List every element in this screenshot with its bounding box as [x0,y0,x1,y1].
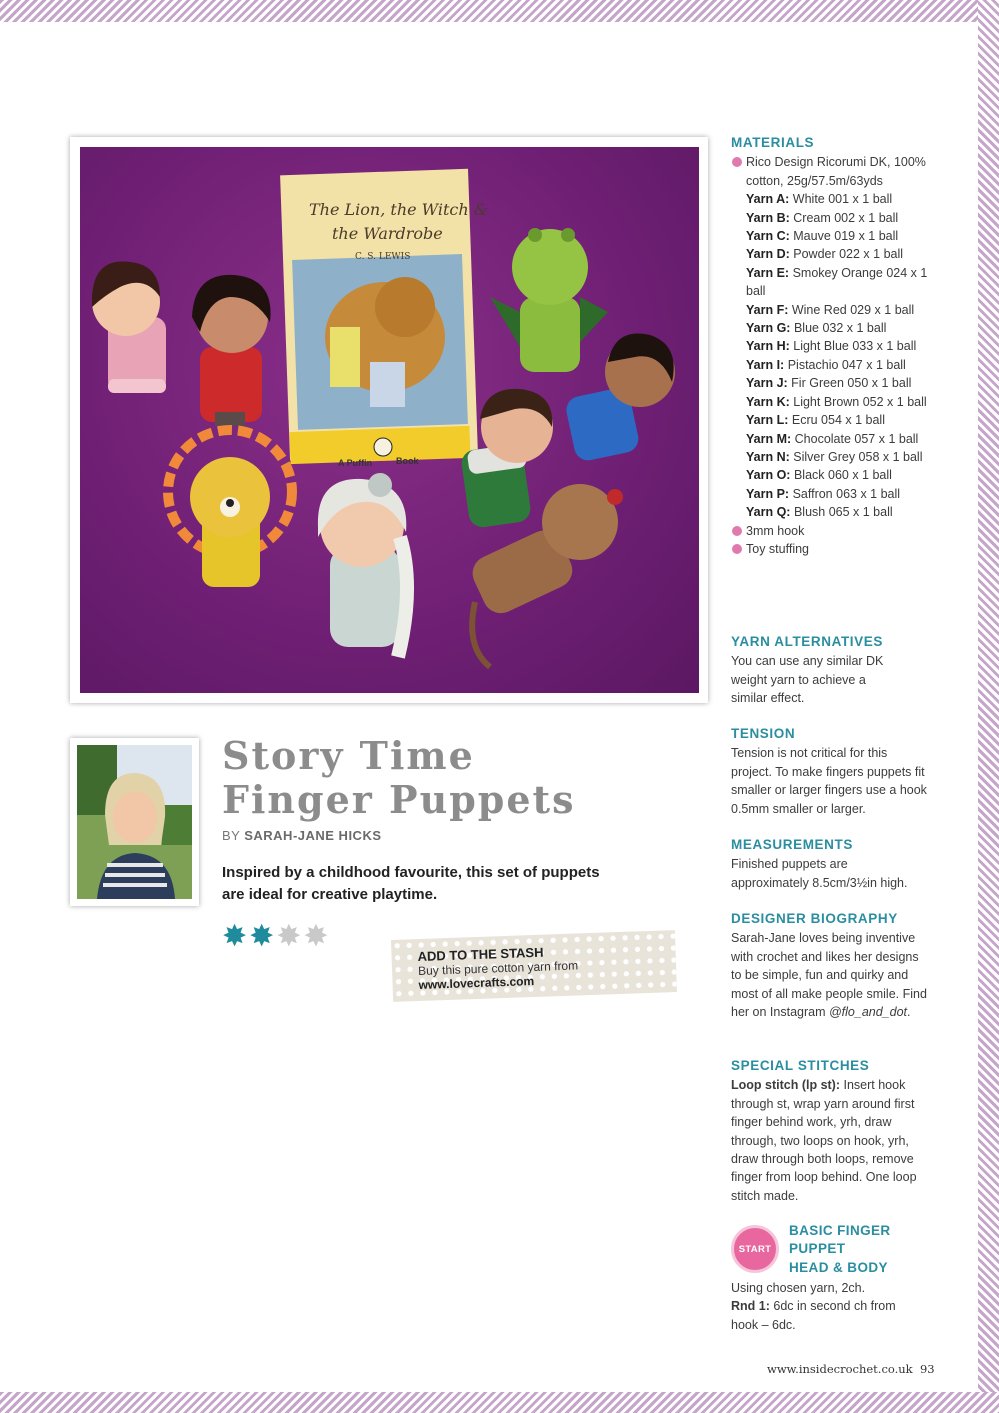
yarn-label: Yarn M: [746,431,792,446]
yarn-item [731,393,941,411]
puppet-lion [168,430,292,587]
book-title-line1: The Lion, the Witch & [309,200,488,219]
puppet-pink-girl [92,261,166,393]
yarn-label: Yarn C: [746,229,790,244]
yarn-item [731,485,941,503]
pattern-heading [789,1222,939,1277]
pattern-round-1 [731,1297,921,1334]
page-number: 93 [919,1362,935,1376]
start-badge: START [731,1225,779,1273]
materials-stuffing: Toy stuffing [731,540,941,558]
designer-biography-heading: DESIGNER BIOGRAPHY [731,911,898,926]
yarn-label: Yarn E: [746,265,790,280]
pattern-instructions [731,1279,941,1334]
yarn-label: Yarn G: [746,321,791,336]
yarn-description: Smokey Orange 024 x 1 ball [746,265,928,299]
special-stitches-text [731,1076,921,1205]
pattern-heading-line-2: PUPPET [789,1241,846,1257]
page-border-bottom [0,1392,999,1413]
loop-stitch-description: Insert hook through st, wrap yarn around first finger behind work, yrh, draw through, two loops on hook, yrh, draw through both loops, remove finger from loop behind. One loop stitch made. [731,1078,917,1203]
yarn-item [731,301,941,319]
puppet-red-girl [192,275,271,426]
yarn-label: Yarn P: [746,486,790,501]
yarn-label: Yarn Q: [746,505,791,520]
measurements-section [731,836,941,892]
round-label: Rnd 1: [731,1299,770,1314]
yarn-description: Pistachio 047 x 1 ball [787,357,906,372]
puppets-illustration [80,147,699,693]
yarn-item [731,319,941,337]
yarn-label: Yarn A: [746,192,790,207]
instagram-handle[interactable]: @flo_and_dot [828,1005,908,1020]
yarn-item [731,209,941,227]
yarn-description: Black 060 x 1 ball [793,468,892,483]
star-icon: ✸ [303,920,329,953]
yarn-description: Chocolate 057 x 1 ball [794,431,919,446]
yarn-item [731,337,941,355]
page-footer [767,1362,935,1376]
star-icon: ✸ [276,920,302,953]
yarn-alternatives-heading: YARN ALTERNATIVES [731,634,883,649]
pattern-heading-line-3: HEAD & BODY [789,1259,888,1275]
yarn-label: Yarn J: [746,376,788,391]
yarn-description: Light Brown 052 x 1 ball [793,394,927,409]
yarn-item [731,190,941,208]
footer-site[interactable]: www.insidecrochet.co.uk [767,1362,913,1376]
yarn-description: Blue 032 x 1 ball [793,321,887,336]
puppets-photo [80,147,699,693]
tape-text: Buy this pure cotton yarn from [417,958,579,979]
yarn-item [731,411,941,429]
yarn-label: Yarn L: [746,413,789,428]
page-border-top [0,0,999,22]
special-stitches-section [731,1057,941,1205]
book [280,169,488,468]
designer-portrait [77,745,192,899]
designer-biography-text [731,929,931,1021]
star-icon: ✸ [222,920,248,953]
yarn-description: Light Blue 033 x 1 ball [793,339,917,354]
add-to-stash-tape [391,930,677,1002]
materials-heading: MATERIALS [731,135,815,150]
yarn-description: White 001 x 1 ball [792,192,893,207]
materials-yarn-intro: Rico Design Ricorumi DK, 100% cotton, 25g/57.5m/63yds [731,153,941,190]
puppet-white-witch [318,473,407,657]
round-text: 6dc in second ch from hook – 6dc. [731,1299,896,1332]
tension-section [731,725,941,818]
yarn-item [731,448,941,466]
yarn-item [731,430,941,448]
designer-photo [77,745,192,899]
difficulty-rating [222,922,329,952]
pattern-line-1: Using chosen yarn, 2ch. [731,1281,866,1295]
yarn-label: Yarn N: [746,449,790,464]
yarn-label: Yarn B: [746,210,790,225]
yarn-description: Mauve 019 x 1 ball [793,229,899,244]
book-badge-left: A Puffin [338,458,373,468]
star-icon: ✸ [249,920,275,953]
magazine-page [0,22,978,1392]
designer-photo-frame [70,738,199,906]
yarn-label: Yarn F: [746,302,789,317]
materials-section [731,134,941,558]
loop-stitch-term: Loop stitch (lp st): [731,1078,841,1093]
byline [222,828,382,843]
tape-link[interactable]: www.lovecrafts.com [418,974,535,993]
byline-prefix: BY [222,828,245,843]
yarn-item [731,466,941,484]
tension-text: Tension is not critical for this project. To make fingers puppets fit smaller or larger fingers use a hook 0.5mm smaller or larger. [731,746,927,816]
yarn-label: Yarn D: [746,247,790,262]
tension-heading: TENSION [731,726,796,741]
yarn-description: Silver Grey 058 x 1 ball [793,449,923,464]
intro-text: Inspired by a childhood favourite, this set of puppets are ideal for creative playtime. [222,864,600,903]
yarn-description: Blush 065 x 1 ball [793,505,893,520]
materials-hook: 3mm hook [731,522,941,540]
book-author: C. S. LEWIS [355,252,411,262]
book-title-line2: the Wardrobe [332,224,443,243]
yarn-item [731,245,941,263]
book-badge-right: Book [396,456,419,466]
puppet-blue-boy [564,334,675,463]
yarn-description: Saffron 063 x 1 ball [792,486,901,501]
yarn-description: Cream 002 x 1 ball [793,210,899,225]
tape-title: ADD TO THE STASH [417,944,544,965]
yarn-item [731,374,941,392]
yarn-list [731,190,941,521]
bio-end: . [907,1005,911,1020]
yarn-description: Fir Green 050 x 1 ball [791,376,912,391]
byline-author: SARAH-JANE HICKS [244,828,382,843]
yarn-description: Powder 022 x 1 ball [793,247,904,262]
article-title [222,734,682,822]
page-border-right [978,0,999,1413]
yarn-item [731,227,941,245]
yarn-item [731,264,941,301]
puppet-dragon [490,228,608,372]
designer-bio: Sarah-Jane loves being inventive with crochet and likes her designs to be simple, fun and quirky and most of all make people smile. Find her on Instagram [731,931,927,1020]
yarn-item [731,503,941,521]
yarn-alternatives-text: You can use any similar DK weight yarn to achieve a similar effect. [731,654,884,706]
special-stitches-heading: SPECIAL STITCHES [731,1058,870,1073]
yarn-label: Yarn H: [746,339,790,354]
measurements-text: Finished puppets are approximately 8.5cm/3½in high. [731,857,908,890]
yarn-description: Ecru 054 x 1 ball [791,413,885,428]
title-line-1: Story Time [222,733,475,778]
yarn-description: Wine Red 029 x 1 ball [791,302,915,317]
yarn-item [731,356,941,374]
yarn-label: Yarn I: [746,357,785,372]
designer-biography-section [731,910,941,1021]
measurements-heading: MEASUREMENTS [731,837,853,852]
pattern-heading-line-1: BASIC FINGER [789,1223,891,1238]
main-photo-frame [70,137,708,703]
yarn-label: Yarn O: [746,468,791,483]
yarn-alternatives-section [731,633,941,708]
title-line-2: Finger Puppets [222,777,576,822]
yarn-label: Yarn K: [746,394,790,409]
